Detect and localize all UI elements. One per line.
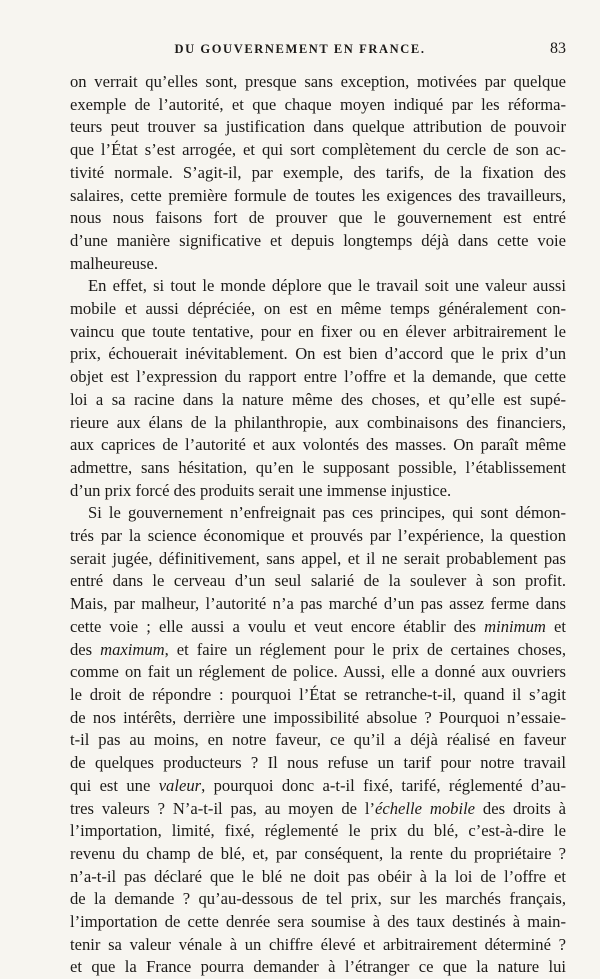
text-line: qui est une valeur, pourquoi donc a-t-il fixé, tarifé, réglementé d’au- bbox=[70, 775, 566, 795]
text-line: rieure aux élans de la philanthropie, aux combinaisons des financiers, bbox=[70, 412, 566, 432]
text-line: d’une manière significative et depuis longtemps déjà dans cette voie bbox=[70, 230, 566, 250]
text-line: objet est l’expression du rapport entre l’offre et la demande, que cette bbox=[70, 367, 566, 387]
text-line: aux caprices de l’autorité et aux volontés des masses. On paraît même bbox=[70, 435, 566, 455]
italic-term: échelle mobile bbox=[375, 798, 476, 818]
page-number: 83 bbox=[550, 40, 566, 57]
text-line: malheureuse. bbox=[70, 253, 159, 273]
text-line: de quelques producteurs ? Il nous refuse un tarif pour notre travail bbox=[70, 753, 566, 773]
text-line: on verrait qu’elles sont, presque sans exception, motivées par quelque bbox=[70, 72, 566, 91]
italic-term: valeur bbox=[158, 775, 202, 795]
text-line: revenu du champ de blé, et, par conséquent, la rente du propriétaire ? bbox=[70, 843, 566, 863]
text-line: l’importation, limité, fixé, réglementé le prix du blé, c’est-à-dire le bbox=[70, 821, 566, 841]
italic-term: maximum bbox=[100, 639, 165, 659]
text-line: tres valeurs ? N’a-t-il pas, au moyen de l’échelle mobile des droits à bbox=[70, 798, 566, 818]
text-line: salaires, cette première formule de toutes les exigences des travailleurs, bbox=[70, 185, 566, 205]
text-line: le droit de répondre : pourquoi l’État se retranche-t-il, quand il s’agit bbox=[70, 684, 566, 704]
text-line: et que la France pourra demander à l’étranger ce que la nature lui bbox=[70, 957, 566, 977]
text-line: cette voie ; elle aussi a voulu et veut encore établir des minimum et bbox=[70, 616, 567, 636]
text-line: d’un prix forcé des produits serait une immense injustice. bbox=[70, 480, 452, 500]
text-line: de la demande ? qu’au-dessous de tel prix, sur les marchés français, bbox=[70, 889, 566, 909]
text-line: nous nous faisons fort de prouver que le gouvernement est entré bbox=[70, 208, 566, 228]
text-line: prix, échouerait inévitablement. On est bien d’accord que le prix d’un bbox=[70, 344, 566, 364]
text-line: teurs peut trouver sa justification dans quelque attribution de pouvoir bbox=[70, 117, 566, 137]
text-line: n’a-t-il pas déclaré que le blé ne doit pas obéir à la loi de l’offre et bbox=[70, 866, 566, 886]
text-line: que l’État s’est arrogée, et qui sort complètement du cercle de son ac- bbox=[70, 140, 566, 160]
text-line: tenir sa valeur vénale à un chiffre élevé et arbitrairement déterminé ? bbox=[70, 934, 566, 954]
text-line: admettre, sans hésitation, qu’en le supposant possible, l’établissement bbox=[70, 457, 566, 477]
text-line: En effet, si tout le monde déplore que le travail soit une valeur aussi bbox=[88, 276, 566, 296]
body-text bbox=[70, 71, 566, 979]
text-line: des maximum, et faire un réglement pour le prix de certaines choses, bbox=[70, 639, 566, 659]
text-line: de nos intérêts, derrière une impossibilité absolue ? Pourquoi n’essaie- bbox=[70, 707, 566, 727]
text-line: Si le gouvernement n’enfreignait pas ces principes, qui sont démon- bbox=[88, 503, 566, 523]
italic-term: minimum bbox=[484, 616, 546, 636]
text-line: loi a sa racine dans la nature même des choses, et qu’elle est supé- bbox=[70, 389, 566, 409]
running-head bbox=[0, 42, 600, 64]
text-line: serait jugée, définitivement, sans appel, et il ne serait probablement pas bbox=[70, 548, 566, 568]
text-line: entré dans le cerveau d’un seul salarié de la soulever à son profit. bbox=[70, 571, 566, 591]
text-line: mobile et aussi dépréciée, on est en même temps généralement con- bbox=[70, 299, 566, 319]
text-line: exemple de l’autorité, et que chaque moyen indiqué par les réforma- bbox=[70, 94, 566, 114]
text-line: Mais, par malheur, l’autorité n’a pas marché d’un pas assez ferme dans bbox=[70, 594, 566, 614]
text-line: vaincu que toute tentative, pour en fixer ou en élever arbitrairement le bbox=[70, 321, 566, 341]
text-line: trés par la science économique et prouvés par l’expérience, la question bbox=[70, 526, 566, 546]
text-line: comme on fait un réglement de police. Aussi, elle a donné aux ouvriers bbox=[70, 662, 566, 682]
running-title: DU GOUVERNEMENT EN FRANCE. bbox=[174, 42, 426, 56]
text-line: tivité normale. S’agit-il, par exemple, des tarifs, de la fixation des bbox=[70, 162, 566, 182]
text-line: l’importation de cette denrée sera soumise à des taux destinés à main- bbox=[70, 912, 566, 932]
text-line: t-il pas au moins, en notre faveur, ce qu’il a déjà réalisé en faveur bbox=[70, 730, 566, 750]
